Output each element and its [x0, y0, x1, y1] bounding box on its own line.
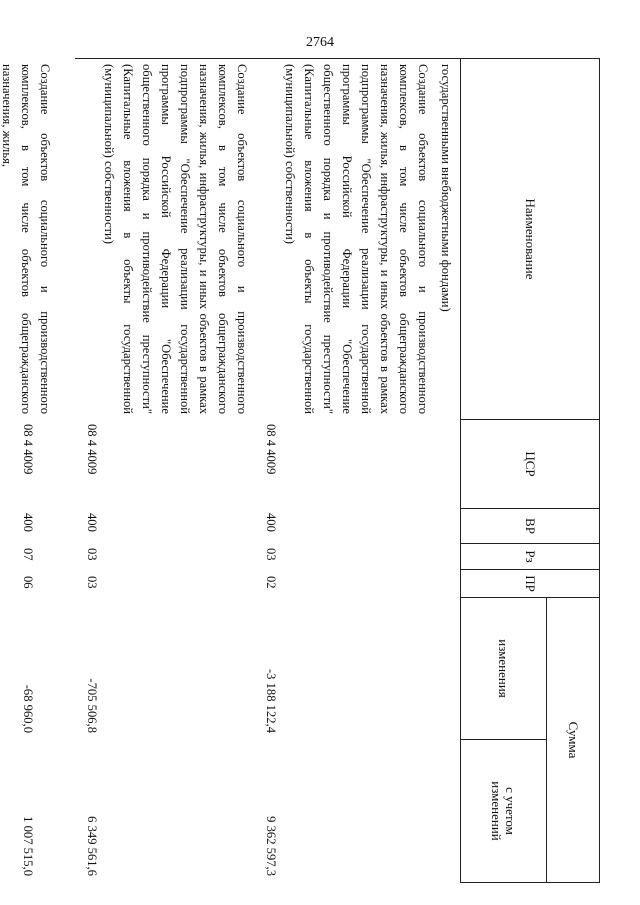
row1-change: -3 188 122,4	[264, 668, 278, 733]
row2-pr: 03	[85, 576, 99, 589]
row1-pr: 02	[264, 576, 278, 589]
page-number: 2764	[306, 35, 334, 50]
row1-vr: 400	[264, 513, 278, 532]
row2-vr: 400	[85, 513, 99, 532]
row3-change: -68 960,0	[21, 684, 35, 733]
row2-name: Создание объектов социального и производственного комплексов, в том числе объектов общегражданского назначения, жилья, инфраструктуры, и иных объектов в рамках подпрограммы "Обеспечение реализации государственной программы Российской Федерации "Обеспечение общественного порядка и противодействие преступности" (Капитальные вложения в объекты государственной (муниципальной) собственности)	[102, 64, 249, 414]
table-border-left	[75, 58, 460, 59]
header-pr-label: ПР	[523, 575, 538, 592]
header-name	[460, 58, 600, 420]
header-vr	[460, 508, 600, 544]
row2-csr: 08 4 4009	[85, 424, 99, 475]
header-pr	[460, 569, 600, 598]
row1-rz: 03	[264, 548, 278, 561]
budget-table	[75, 58, 600, 883]
header-csr-label: ЦСР	[523, 451, 538, 477]
row3-with-changes: 1 007 515,0	[21, 816, 35, 876]
row1-csr: 08 4 4009	[264, 424, 278, 475]
row1-with-changes: 9 362 597,3	[264, 816, 278, 876]
header-csr	[460, 419, 600, 509]
table-row-3	[0, 58, 52, 883]
row2-change: -705 506,8	[85, 678, 99, 733]
row3-pr: 06	[21, 576, 35, 589]
row3-rz: 07	[21, 548, 35, 561]
header-name-label: Наименование	[523, 198, 538, 280]
header-rz	[460, 543, 600, 570]
header-change-label: изменения	[496, 639, 512, 698]
header-rz-label: Рз	[523, 550, 538, 563]
row3-csr: 08 4 4009	[21, 424, 35, 475]
header-sum	[546, 597, 600, 883]
header-with-changes	[460, 739, 547, 883]
continuation-text: государственными внебюджетными фондами)	[439, 64, 453, 312]
row3-vr: 400	[21, 513, 35, 532]
row3-name: Создание объектов социального и производственного комплексов, в том числе объектов общегражданского назначения, жилья,	[0, 64, 52, 414]
header-with-changes-label: с учетом изменений	[489, 781, 519, 841]
header-vr-label: ВР	[523, 518, 538, 534]
header-sum-label: Сумма	[566, 721, 581, 759]
header-change	[460, 597, 547, 740]
row1-name: Создание объектов социального и производственного комплексов, в том числе объектов общегражданского назначения, жилья, инфраструктуры, и иных объектов в рамках подпрограммы "Обеспечение реализации государственной программы Российской Федерации "Обеспечение общественного порядка и противодействие преступности" (Капитальные вложения в объекты государственной (муниципальной) собственности)	[283, 64, 430, 414]
row2-with-changes: 6 349 561,6	[85, 816, 99, 876]
row2-rz: 03	[85, 548, 99, 561]
